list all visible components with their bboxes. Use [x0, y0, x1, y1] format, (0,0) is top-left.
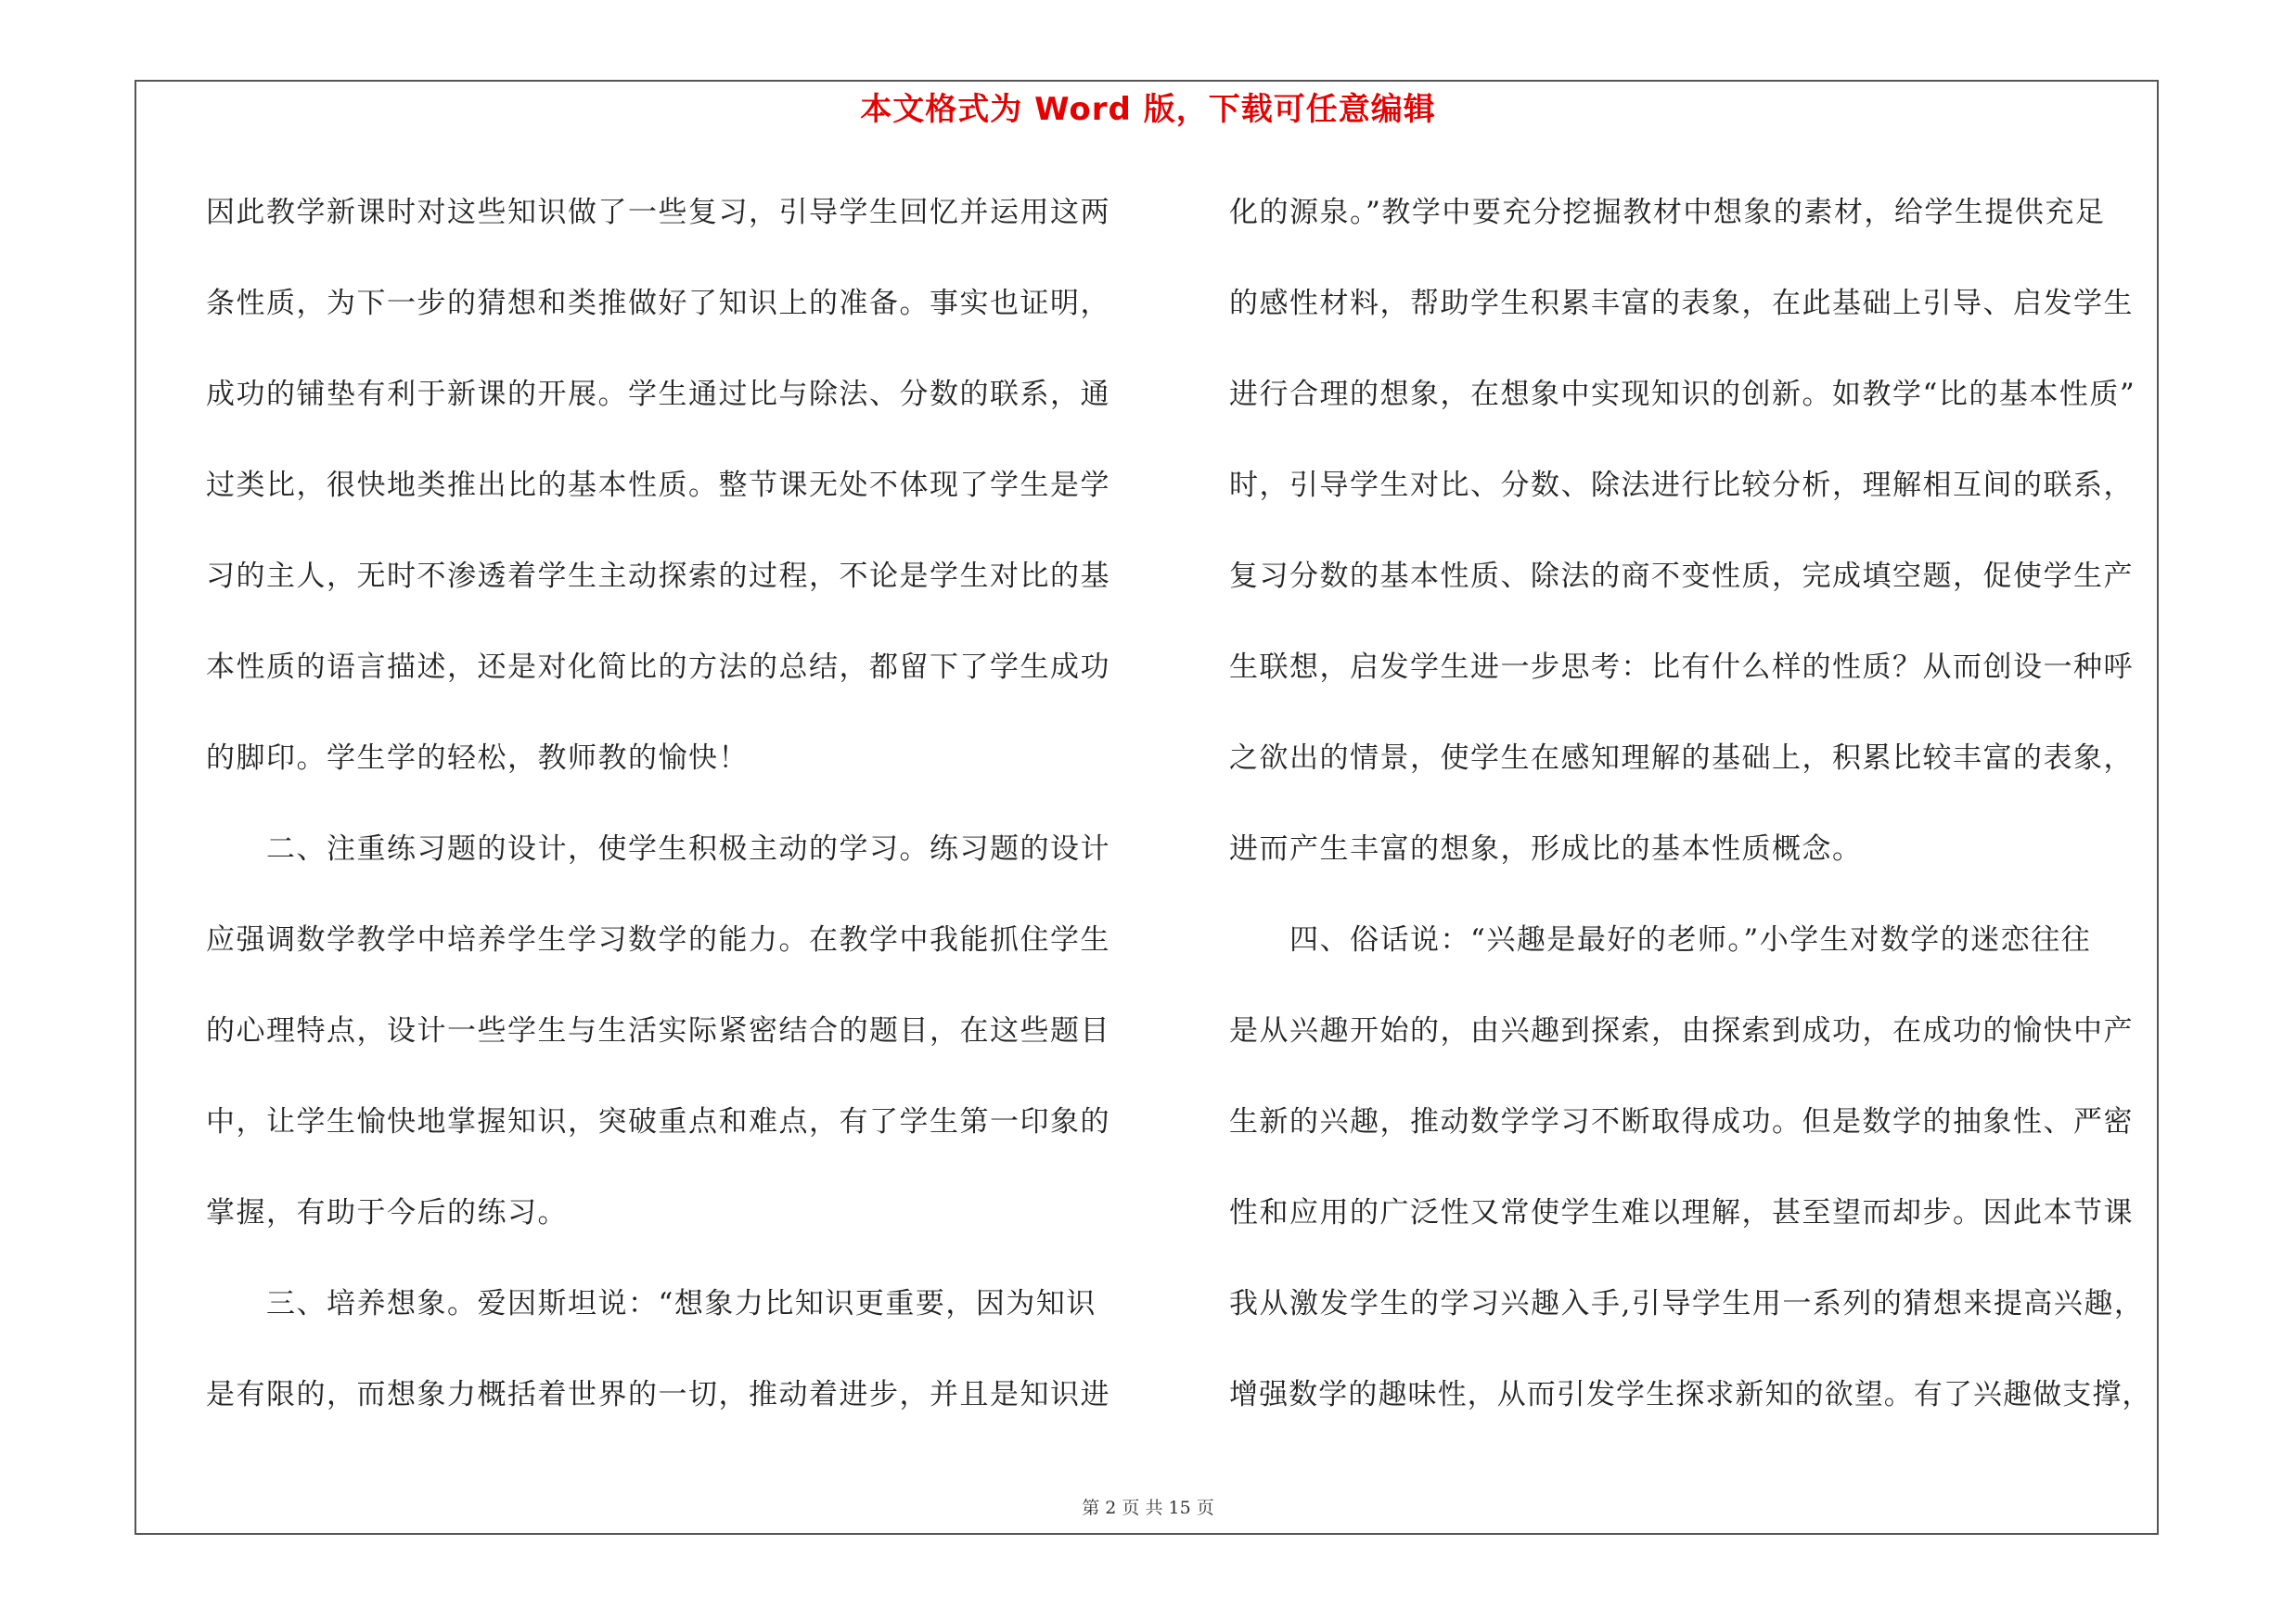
text-line: 我从激发学生的学习兴趣入手,引导学生用一系列的猜想来提高兴趣，	[1229, 1287, 2145, 1320]
text-line: 的感性材料，帮助学生积累丰富的表象，在此基础上引导、启发学生	[1229, 287, 2134, 320]
text-line: 进而产生丰富的想象，形成比的基本性质概念。	[1229, 832, 1863, 866]
text-line: 是从兴趣开始的，由兴趣到探索，由探索到成功，在成功的愉快中产	[1229, 1014, 2134, 1048]
text-line: 生新的兴趣，推动数学学习不断取得成功。但是数学的抽象性、严密	[1229, 1105, 2134, 1139]
right-column	[1229, 182, 2152, 1455]
text-line: 的心理特点，设计一些学生与生活实际紧密结合的题目，在这些题目	[206, 1014, 1110, 1048]
text-line: 习的主人，无时不渗透着学生主动探索的过程，不论是学生对比的基	[206, 560, 1110, 593]
text-line: 复习分数的基本性质、除法的商不变性质，完成填空题，促使学生产	[1229, 560, 2134, 593]
text-line: 的脚印。学生学的轻松，教师教的愉快！	[206, 741, 749, 775]
text-line: 本性质的语言描述，还是对化简比的方法的总结，都留下了学生成功	[206, 650, 1110, 684]
text-line: 成功的铺垫有利于新课的开展。学生通过比与除法、分数的联系，通	[206, 378, 1110, 411]
text-line: 因此教学新课时对这些知识做了一些复习，引导学生回忆并运用这两	[206, 196, 1110, 229]
format-banner: 本文格式为 Word 版，下载可任意编辑	[860, 91, 1436, 128]
text-line: 二、注重练习题的设计，使学生积极主动的学习。练习题的设计	[206, 832, 1110, 866]
text-line: 四、俗话说：“兴趣是最好的老师。”小学生对数学的迷恋往往	[1229, 923, 2092, 957]
text-line: 进行合理的想象，在想象中实现知识的创新。如教学“比的基本性质”	[1229, 378, 2136, 411]
left-column	[206, 182, 1129, 1455]
text-line: 生联想，启发学生进一步思考：比有什么样的性质？从而创设一种呼	[1229, 650, 2134, 684]
text-line: 之欲出的情景，使学生在感知理解的基础上，积累比较丰富的表象，	[1229, 741, 2134, 775]
text-line: 中，让学生愉快地掌握知识，突破重点和难点，有了学生第一印象的	[206, 1105, 1110, 1139]
text-line: 时，引导学生对比、分数、除法进行比较分析，理解相互间的联系，	[1229, 469, 2134, 502]
text-line: 增强数学的趣味性，从而引发学生探求新知的欲望。有了兴趣做支撑，	[1229, 1378, 2152, 1411]
text-line: 条性质，为下一步的猜想和类推做好了知识上的准备。事实也证明，	[206, 287, 1110, 320]
text-line: 应强调数学教学中培养学生学习数学的能力。在教学中我能抓住学生	[206, 923, 1110, 957]
text-line: 化的源泉。”教学中要充分挖掘教材中想象的素材，给学生提供充足	[1229, 196, 2106, 229]
text-line: 性和应用的广泛性又常使学生难以理解，甚至望而却步。因此本节课	[1229, 1196, 2134, 1230]
text-line: 三、培养想象。爱因斯坦说：“想象力比知识更重要，因为知识	[206, 1287, 1097, 1320]
text-line: 是有限的，而想象力概括着世界的一切，推动着进步，并且是知识进	[206, 1378, 1110, 1411]
page-number-footer: 第 2 页 共 15 页	[1082, 1498, 1214, 1518]
text-line: 掌握，有助于今后的练习。	[206, 1196, 568, 1230]
text-line: 过类比，很快地类推出比的基本性质。整节课无处不体现了学生是学	[206, 469, 1110, 502]
